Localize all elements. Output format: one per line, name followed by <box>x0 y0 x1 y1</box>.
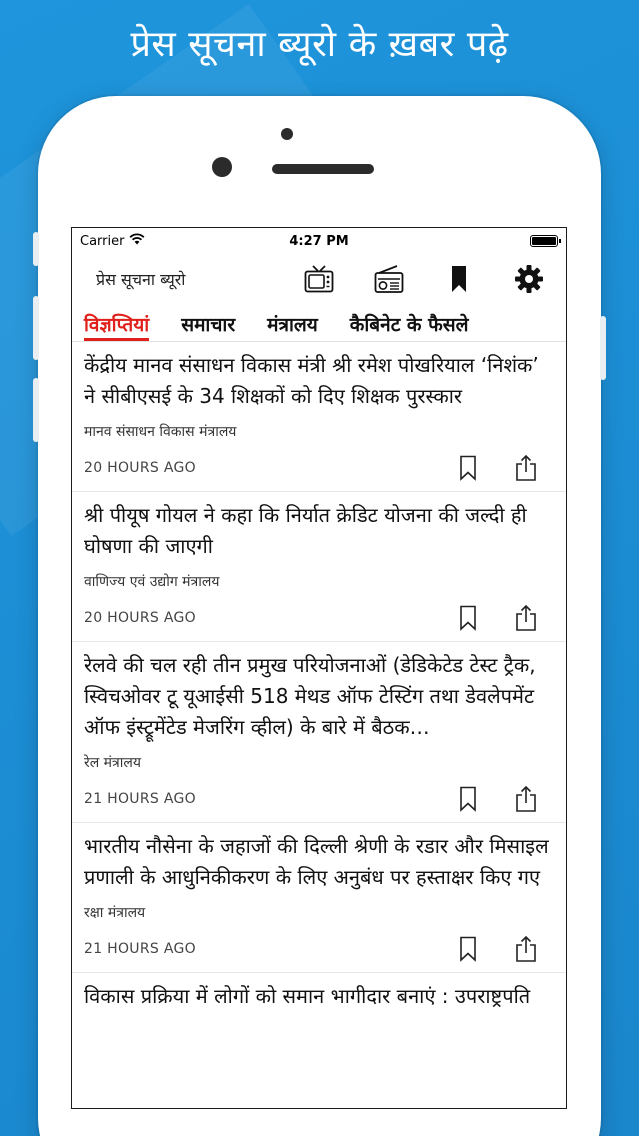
battery-level <box>532 237 556 245</box>
item-actions <box>456 785 538 813</box>
category-tabs <box>72 304 566 342</box>
gear-icon[interactable] <box>512 262 546 296</box>
bookmark-outline-icon[interactable] <box>456 454 480 482</box>
item-footer <box>84 776 554 822</box>
item-title: रेलवे की चल रही तीन प्रमुख परियोजनाओं (डेडिकेटेड टेस्ट ट्रैक, स्विचओवर टू यूआईसी 518 मेथड ऑफ टेस्टिंग तथा डेवलेपमेंट ऑफ इंस्ट्रूमेंटेड मेजरिंग व्हील) के बारे में बैठक… <box>84 653 536 739</box>
list-item[interactable] <box>72 973 566 1012</box>
list-item[interactable] <box>72 342 566 492</box>
bookmark-icon[interactable] <box>442 262 476 296</box>
nav-icons <box>302 262 546 296</box>
item-title: श्री पीयूष गोयल ने कहा कि निर्यात क्रेडिट योजना की जल्दी ही घोषणा की जाएगी <box>84 503 527 558</box>
share-icon[interactable] <box>514 935 538 963</box>
item-title: विकास प्रक्रिया में लोगों को समान भागीदार बनाएं : उपराष्ट्रपति <box>84 984 531 1008</box>
item-timestamp: 20 HOURS AGO <box>84 460 196 476</box>
phone-side-button-volume-up <box>33 296 39 360</box>
item-timestamp: 20 HOURS AGO <box>84 610 196 626</box>
phone-sensor <box>212 157 232 177</box>
item-ministry: रक्षा मंत्रालय <box>84 905 146 921</box>
tab-news[interactable]: समाचार <box>181 314 236 336</box>
phone-camera <box>281 128 293 140</box>
app-title: प्रेस सूचना ब्यूरो <box>96 270 186 289</box>
promo-title: प्रेस सूचना ब्यूरो के ख़बर पढ़े <box>130 24 509 65</box>
carrier-label: Carrier <box>80 233 125 249</box>
item-timestamp: 21 HOURS AGO <box>84 791 196 807</box>
item-ministry: वाणिज्य एवं उद्योग मंत्रालय <box>84 574 220 590</box>
list-item[interactable] <box>72 492 566 642</box>
bookmark-outline-icon[interactable] <box>456 604 480 632</box>
list-item[interactable] <box>72 642 566 823</box>
phone-speaker <box>272 164 374 174</box>
share-icon[interactable] <box>514 604 538 632</box>
bookmark-outline-icon[interactable] <box>456 935 480 963</box>
status-bar <box>72 228 566 254</box>
item-ministry: मानव संसाधन विकास मंत्रालय <box>84 424 237 440</box>
tab-cabinet-decisions[interactable]: कैबिनेट के फैसले <box>349 314 469 336</box>
share-icon[interactable] <box>514 785 538 813</box>
phone-side-button-power <box>600 316 606 380</box>
nav-bar <box>72 254 566 304</box>
tv-icon[interactable] <box>302 262 336 296</box>
item-footer <box>84 595 554 641</box>
phone-side-button-mute <box>33 232 39 266</box>
item-title: भारतीय नौसेना के जहाजों की दिल्ली श्रेणी के रडार और मिसाइल प्रणाली के आधुनिकीकरण के लिए अनुबंध पर हस्ताक्षर किए गए <box>84 834 549 889</box>
radio-icon[interactable] <box>372 262 406 296</box>
item-footer <box>84 926 554 972</box>
item-ministry: रेल मंत्रालय <box>84 755 142 771</box>
list-item[interactable] <box>72 823 566 973</box>
bookmark-outline-icon[interactable] <box>456 785 480 813</box>
news-feed <box>72 342 566 1012</box>
phone-side-button-volume-down <box>33 378 39 442</box>
item-title: केंद्रीय मानव संसाधन विकास मंत्री श्री रमेश पोखरियाल ‘निशंक’ ने सीबीएसई के 34 शिक्षकों को दिए शिक्षक पुरस्कार <box>84 353 539 408</box>
share-icon[interactable] <box>514 454 538 482</box>
tab-ministries[interactable]: मंत्रालय <box>267 314 318 336</box>
item-timestamp: 21 HOURS AGO <box>84 941 196 957</box>
tab-press-releases[interactable]: विज्ञप्तियां <box>84 311 149 341</box>
item-actions <box>456 935 538 963</box>
item-actions <box>456 454 538 482</box>
app-screen <box>71 227 567 1109</box>
status-time: 4:27 PM <box>289 233 349 249</box>
item-footer <box>84 445 554 491</box>
battery-icon <box>530 235 558 247</box>
item-actions <box>456 604 538 632</box>
